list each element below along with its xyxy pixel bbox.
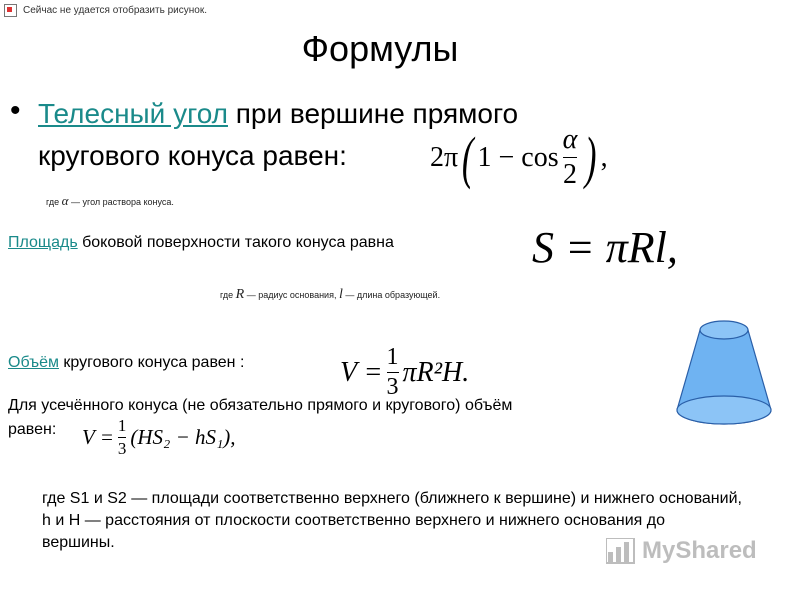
watermark — [606, 537, 757, 565]
broken-image-icon — [4, 4, 17, 17]
solid-angle-link[interactable]: Телесный угол — [38, 98, 228, 129]
truncated-denominator: 3 — [117, 439, 127, 458]
truncated-lhs: V = — [82, 425, 114, 449]
definitions-paragraph: где S1 и S2 — площади соответственно верхнего (ближнего к вершине) и нижнего оснований, h и H — расстояния от плоскости соответственно верхнего и нижнего основания до вершины. — [42, 490, 742, 551]
note2-post: — длина образующей. — [345, 290, 441, 300]
volume-link[interactable]: Объём — [8, 354, 59, 371]
area-note — [220, 287, 440, 303]
area-text: боковой поверхности такого конуса равна — [77, 234, 394, 251]
formula1-numerator: α — [562, 124, 578, 155]
broken-image-text: Сейчас не удается отобразить рисунок. — [23, 4, 207, 16]
truncated-formula — [82, 416, 236, 459]
volume-numerator: 1 — [386, 344, 399, 370]
volume-rhs: πR²H. — [402, 356, 470, 388]
truncated-fraction — [118, 416, 127, 459]
note2-symbol-r: R — [235, 287, 245, 302]
truncated-numerator: 1 — [117, 416, 127, 435]
left-paren: ( — [462, 124, 474, 190]
note1-post: — угол раствора конуса. — [71, 197, 174, 207]
area-link[interactable]: Площадь — [8, 234, 78, 251]
note2-mid: — радиус основания, — [246, 290, 337, 300]
watermark-text: MyShared — [642, 537, 757, 564]
cone-base — [677, 396, 771, 424]
formula1-one-minus-cos: 1 − cos — [477, 141, 559, 173]
solid-angle-text-2: кругового конуса равен: — [38, 140, 347, 171]
bullet: • — [10, 94, 21, 127]
formula1-tail: , — [600, 141, 608, 173]
fraction-bar — [118, 437, 127, 438]
slide-title: Формулы — [301, 28, 459, 69]
note1-pre: где — [46, 197, 60, 207]
truncated-text-2: равен: — [8, 421, 57, 438]
solid-angle-note — [46, 193, 174, 209]
fraction-bar — [563, 157, 578, 158]
right-paren: ) — [585, 124, 597, 190]
truncated-rhs: (HS₂ − hS₁), — [130, 425, 236, 449]
area-formula: S = πRl, — [532, 223, 678, 272]
note1-symbol: α — [61, 193, 69, 208]
formula1-fraction — [563, 124, 578, 191]
volume-formula — [340, 344, 469, 401]
volume-line — [8, 354, 244, 372]
solid-angle-formula — [430, 124, 608, 191]
note2-symbol-l: l — [338, 287, 343, 302]
truncated-text-1: Для усечённого конуса (не обязательно прямого и кругового) объём — [8, 397, 513, 414]
volume-text: кругового конуса равен : — [58, 354, 245, 371]
volume-denominator: 3 — [386, 374, 399, 400]
broken-image-notice — [0, 0, 207, 20]
volume-lhs: V = — [340, 356, 383, 388]
note2-pre: где — [220, 290, 234, 300]
area-line — [8, 234, 394, 252]
cone-top — [700, 321, 748, 339]
volume-fraction — [387, 344, 399, 401]
fraction-bar — [387, 372, 399, 373]
solid-angle-text-1: при вершине прямого — [227, 98, 519, 129]
chart-logo-icon — [606, 538, 636, 564]
truncated-cone-illustration — [675, 318, 775, 426]
formula1-denominator: 2 — [562, 159, 577, 190]
formula1-coef: 2π — [430, 141, 459, 173]
